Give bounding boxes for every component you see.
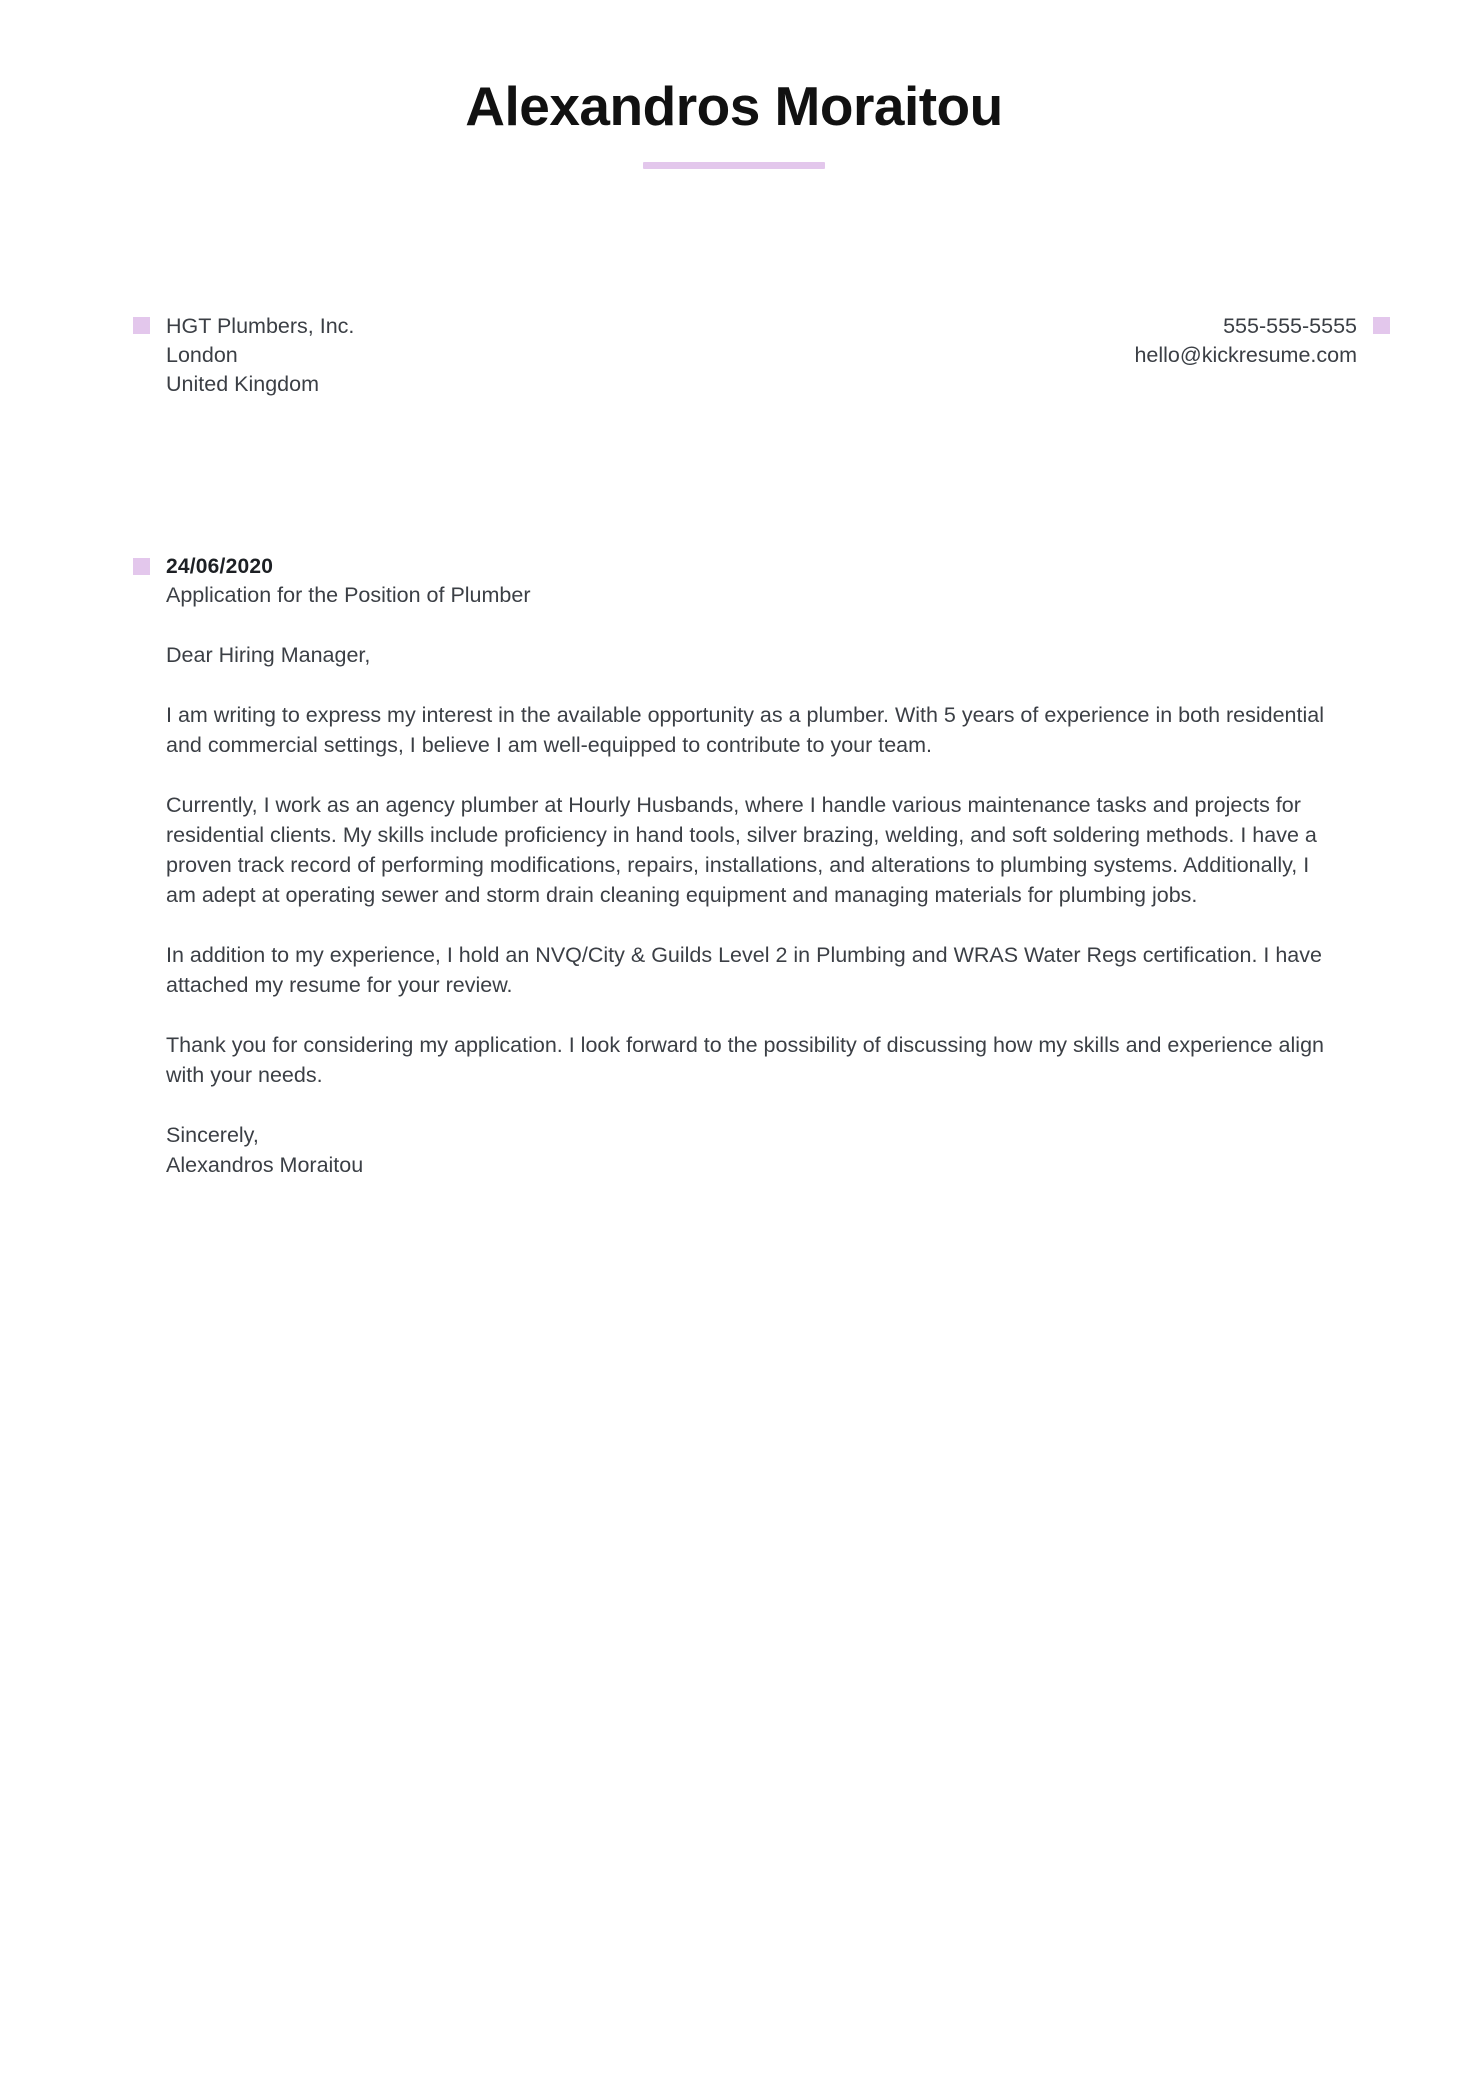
letter-subject: Application for the Position of Plumber bbox=[166, 583, 531, 607]
recipient-city: London bbox=[166, 343, 238, 367]
letter-paragraphs bbox=[166, 640, 1333, 1180]
sender-contact-lines bbox=[1134, 312, 1357, 370]
letter-meta bbox=[166, 552, 531, 610]
sender-contact-block bbox=[1134, 312, 1390, 370]
name-underline-accent bbox=[643, 162, 825, 169]
letter-header bbox=[0, 0, 1468, 169]
letter-paragraph-2: Currently, I work as an agency plumber at Hourly Husbands, where I handle various maintenance tasks and projects for residential clients. My skills include proficiency in hand tools, silver brazing, welding, and soft soldering methods. I have a proven track record of performing modifications, repairs, installations, and alterations to plumbing systems. Additionally, I am adept at operating sewer and storm drain cleaning equipment and managing materials for plumbing jobs. bbox=[166, 793, 1317, 907]
accent-square-icon bbox=[1373, 317, 1390, 334]
recipient-address-lines bbox=[166, 312, 354, 399]
letter-signoff bbox=[166, 1120, 1333, 1180]
accent-square-icon bbox=[133, 317, 150, 334]
letter-date: 24/06/2020 bbox=[166, 555, 274, 578]
letter-body bbox=[133, 552, 1333, 1180]
accent-square-icon bbox=[133, 558, 150, 575]
letter-paragraph-1: I am writing to express my interest in the available opportunity as a plumber. With 5 years of experience in both residential and commercial settings, I believe I am well-equipped to contribute to your team. bbox=[166, 703, 1324, 757]
letter-signature-name: Alexandros Moraitou bbox=[166, 1153, 364, 1177]
letter-salutation: Dear Hiring Manager, bbox=[166, 643, 371, 667]
recipient-country: United Kingdom bbox=[166, 372, 319, 396]
letter-closing: Sincerely, bbox=[166, 1123, 259, 1147]
sender-phone[interactable]: 555-555-5555 bbox=[1223, 314, 1357, 338]
sender-email[interactable]: hello@kickresume.com bbox=[1134, 343, 1357, 367]
applicant-name: Alexandros Moraitou bbox=[465, 75, 1003, 137]
contact-band bbox=[0, 312, 1468, 399]
letter-subject-row bbox=[133, 552, 1333, 610]
recipient-address-block bbox=[133, 312, 354, 399]
letter-paragraph-3: In addition to my experience, I hold an NVQ/City & Guilds Level 2 in Plumbing and WRAS Water Regs certification. I have attached my resume for your review. bbox=[166, 943, 1322, 997]
recipient-company: HGT Plumbers, Inc. bbox=[166, 314, 355, 338]
letter-paragraph-4: Thank you for considering my application. I look forward to the possibility of discussing how my skills and experience align with your needs. bbox=[166, 1033, 1324, 1087]
